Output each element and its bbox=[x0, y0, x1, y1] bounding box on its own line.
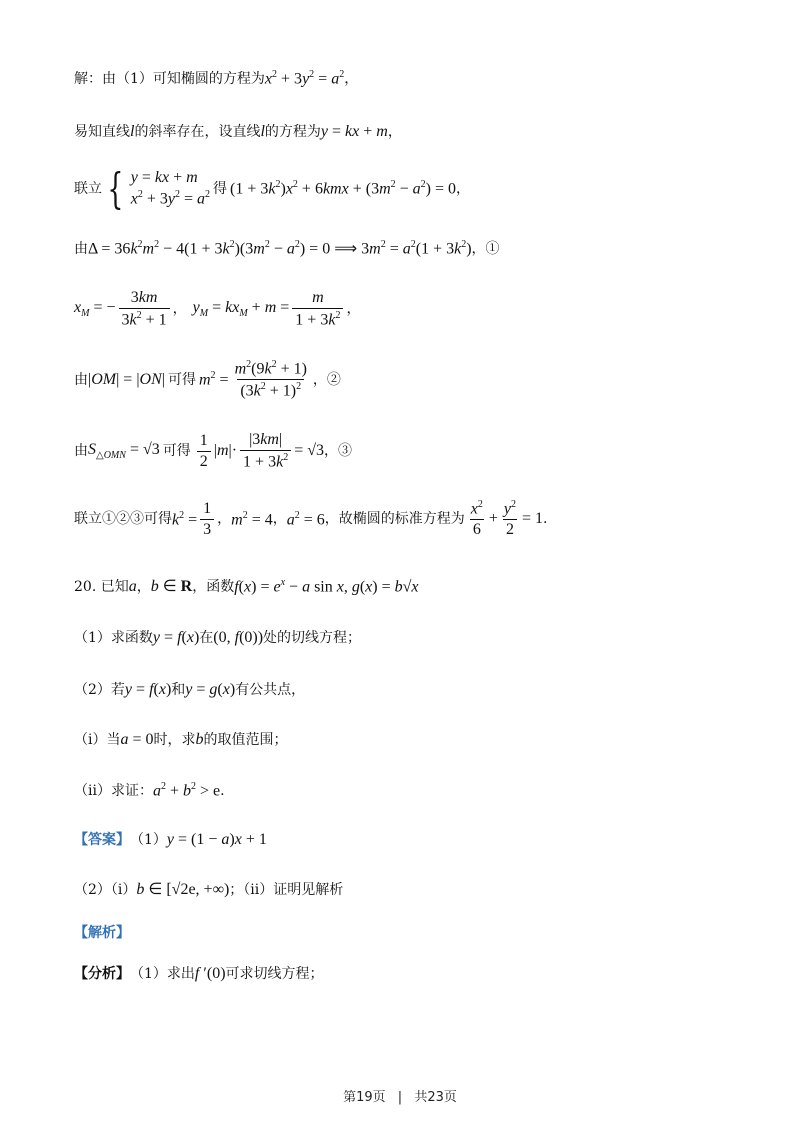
question-1: （1）求函数 y = f(x) 在 (0, f(0)) 处的切线方程； bbox=[74, 629, 362, 646]
solution-line-5: $x_M$ = − $\frac{3km}{3k^2 + 1}$ ， $y_M = kx_M + m$ = $\frac{m}{1 + 3k^2}$ ， bbox=[74, 289, 361, 329]
solution-line-4: 由 $\Delta = 36k^2m^2 - 4(1 + 3k^2)(3m^2 - a^2) = 0$ ⟹ $3m^2 = a^2(1 + 3k^2)$ ，① bbox=[74, 239, 500, 258]
analysis-tag: 【解析】 bbox=[74, 925, 130, 941]
answer-line-2: （2）（i） b ∈ [√2e, +∞) ；（ii）证明见解析 bbox=[74, 881, 344, 898]
fenxi-tag: 【分析】 bbox=[74, 966, 130, 982]
page-footer: 第19页 | 共23页 bbox=[343, 1090, 457, 1105]
question-2: （2）若 y = f(x) 和 y = g(x) 有公共点， bbox=[74, 681, 306, 698]
fenxi-line: 【分析】 （1）求出 f ′(0) 可求切线方程； bbox=[74, 965, 324, 982]
question-2-ii: （ii）求证： $a^2 + b^2 > e$ . bbox=[74, 781, 225, 800]
solution-line-1: 解：由（1）可知椭圆的方程为 $x^2 + 3y^2 = a^2$ ， bbox=[74, 69, 359, 88]
line-equation: y = kx + m bbox=[320, 123, 388, 140]
om-on-condition: |OM| = |ON| bbox=[88, 370, 165, 388]
ellipse-equation: $x^2 + 3y^2 = a^2$ bbox=[264, 69, 345, 88]
solution-line-3: 联立 { y = kx + m $x^2 + 3y^2 = a^2$ 得 $(1 + 3k^2)x^2 + 6kmx + (3m^2 - a^2) = 0$ ， bbox=[74, 164, 471, 213]
analysis-line bbox=[74, 926, 130, 940]
quadratic-equation: $(1 + 3k^2)x^2 + 6kmx + (3m^2 - a^2) = 0$ bbox=[230, 179, 457, 198]
m-squared-fraction: $\frac{m^2(9k^2 + 1)}{(3k^2 + 1)^2}$ bbox=[234, 359, 307, 400]
area-fraction: $\frac{|3km|}{1 + 3k^2}$ bbox=[240, 432, 291, 470]
ym-formula: $y_M = kx_M + m$ = bbox=[192, 298, 290, 319]
discriminant-equation: $\Delta = 36k^2m^2 - 4(1 + 3k^2)(3m^2 - a^2) = 0$ ⟹ $3m^2 = a^2(1 + 3k^2)$ bbox=[88, 239, 472, 258]
solution-line-8: 联立①②③可得 $k^2$ = $\frac{1}{3}$ ， $m^2 = 4$ ， $a^2 = 6$ ，故椭圆的标准方程为 $\frac{x^2}{6}$ + $\frac{y^2}{2}$ = 1 . bbox=[74, 499, 548, 539]
problem-20-statement: 20. 已知 a ， b ∈ R ，函数 $f(x) = e^x - a$ sin x, g(x) = b√x bbox=[74, 577, 419, 596]
solution-line-2: 易知直线 l 的斜率存在，设直线 l 的方程为 y = kx + m ， bbox=[74, 123, 402, 140]
function-definitions: $f(x) = e^x - a$ sin x, g(x) = b√x bbox=[234, 577, 419, 596]
area-condition: $S_{\triangle OMN} = √3$ bbox=[88, 440, 160, 461]
question-2-i: （i）当 a = 0 时，求 b 的取值范围； bbox=[74, 731, 288, 748]
answer-tag: 【答案】 bbox=[74, 832, 130, 848]
xm-formula: $x_M$ = − bbox=[74, 298, 116, 319]
solution-line-6: 由 |OM| = |ON| 可得 $m^2$ = $\frac{m^2(9k^2 + 1)}{(3k^2 + 1)^2}$ ，② bbox=[74, 359, 341, 400]
answer-line-1: 【答案】 （1） y = (1 − a)x + 1 bbox=[74, 831, 267, 848]
solution-line-7: 由 $S_{\triangle OMN} = √3$ 可得 $\frac{1}{2}$ |m|· $\frac{|3km|}{1 + 3k^2}$ = √3 ，③ bbox=[74, 431, 352, 471]
equation-system: { y = kx + m $x^2 + 3y^2 = a^2$ bbox=[107, 164, 211, 213]
